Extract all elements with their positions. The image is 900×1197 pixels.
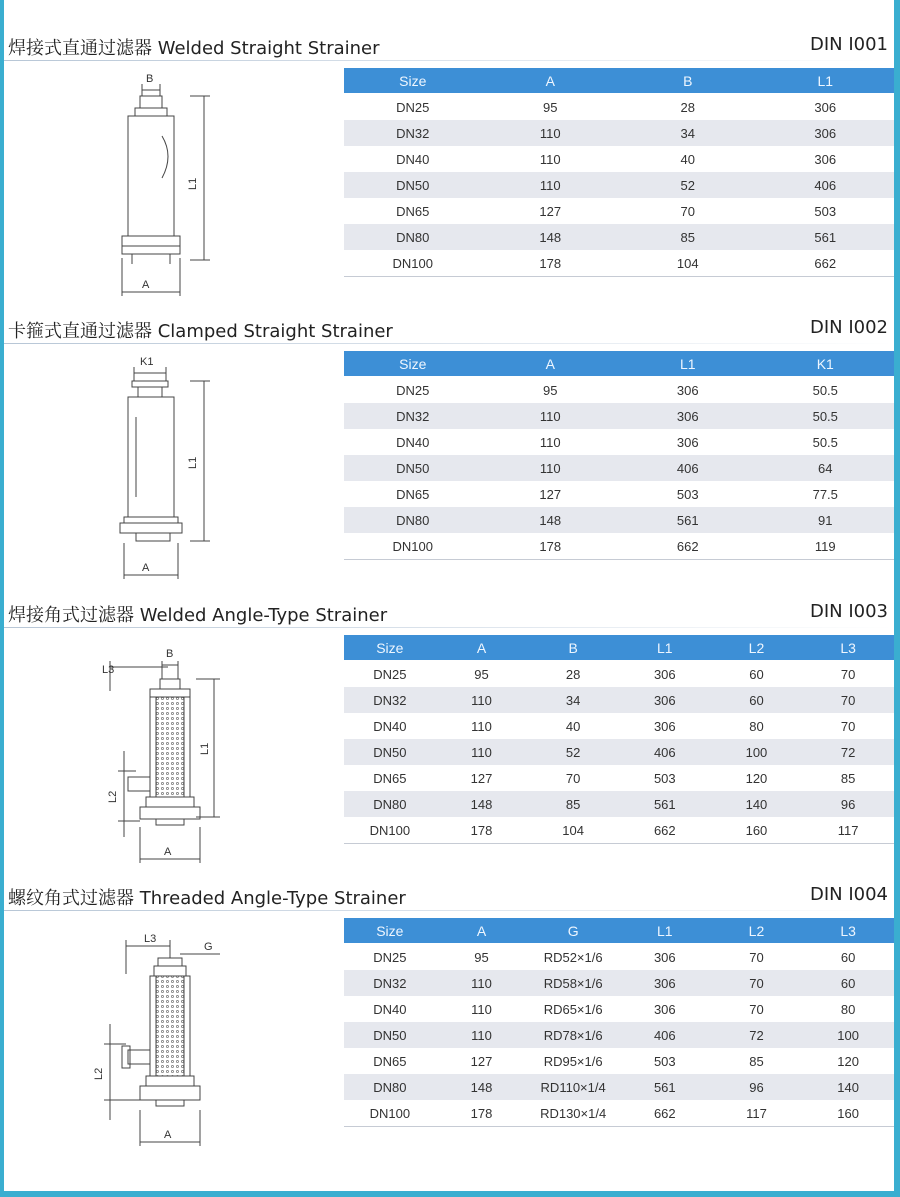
table-cell: 95 [482,377,620,404]
table-cell: DN80 [344,507,482,533]
table-row [344,146,894,172]
table-cell: 306 [757,146,895,172]
dimension-label-k1: K1 [140,356,154,368]
table-cell: 70 [802,713,894,739]
table-cell: 306 [757,120,895,146]
table-row [344,250,894,277]
table-cell: DN40 [344,146,482,172]
table-cell: DN100 [344,533,482,560]
table-row [344,1022,894,1048]
table-cell: 70 [711,970,803,996]
table-cell: 96 [711,1074,803,1100]
table-cell: DN80 [344,224,482,250]
table-header-row [344,918,894,944]
table-cell: DN50 [344,455,482,481]
table-cell: 70 [711,996,803,1022]
table-cell: DN40 [344,429,482,455]
table-cell: DN25 [344,377,482,404]
table-cell: 104 [527,817,619,844]
dimension-label-l1: L1 [187,177,199,190]
table-row [344,996,894,1022]
dimension-label-b: B [146,73,154,85]
table-cell: 96 [802,791,894,817]
table-cell: 40 [619,146,757,172]
table-cell: 85 [802,765,894,791]
table-cell: 50.5 [757,403,895,429]
table-cell: 306 [619,944,711,971]
table-cell: 100 [711,739,803,765]
table-row [344,765,894,791]
table-cell: 561 [619,1074,711,1100]
table-cell: RD130×1/4 [527,1100,619,1127]
table-cell: 306 [619,403,757,429]
column-header: B [527,635,619,661]
table-cell: 70 [619,198,757,224]
table-cell: DN50 [344,172,482,198]
table-row [344,970,894,996]
dimension-label-l2: L2 [107,790,119,803]
table-cell: 117 [802,817,894,844]
section-welded-angle [0,599,900,882]
table-cell: 110 [436,970,528,996]
table-cell: 127 [482,481,620,507]
table-cell: RD58×1/6 [527,970,619,996]
table-cell: 561 [619,791,711,817]
section-code: DIN I002 [809,317,888,338]
table-cell: 406 [619,1022,711,1048]
column-header: L1 [757,68,895,94]
table-row [344,944,894,971]
table-cell: 110 [436,713,528,739]
table-row [344,377,894,404]
table-cell: 306 [619,687,711,713]
table-cell: 110 [482,120,620,146]
table-row [344,1100,894,1127]
strainer-drawing [70,347,310,587]
section-title: 螺纹角式过滤器 Threaded Angle-Type Strainer [8,888,406,909]
table-cell: DN50 [344,739,436,765]
table-cell: RD78×1/6 [527,1022,619,1048]
table-row [344,817,894,844]
column-header: L2 [711,918,803,944]
table-cell: 503 [757,198,895,224]
column-header: L3 [802,635,894,661]
column-header: Size [344,68,482,94]
spec-table-body [344,377,894,560]
table-cell: DN80 [344,791,436,817]
table-cell: 148 [436,791,528,817]
table-cell: 148 [482,224,620,250]
dimension-label-l3: L3 [144,933,157,945]
dimension-label-l1: L1 [199,742,211,755]
table-cell: 160 [802,1100,894,1127]
table-cell: 70 [527,765,619,791]
table-cell: 52 [619,172,757,198]
table-cell: 60 [802,970,894,996]
table-cell: 110 [482,146,620,172]
table-cell: 60 [802,944,894,971]
table-cell: 406 [757,172,895,198]
table-cell: 100 [802,1022,894,1048]
table-cell: RD65×1/6 [527,996,619,1022]
table-cell: 178 [436,817,528,844]
table-cell: 662 [619,817,711,844]
spec-table-header [344,351,894,377]
table-cell: RD95×1/6 [527,1048,619,1074]
column-header: L2 [711,635,803,661]
dimension-label-g: G [204,941,213,953]
bottom-frame-bar [0,1191,900,1197]
table-cell: DN50 [344,1022,436,1048]
strainer-drawing [70,914,310,1154]
dimension-label-a: A [142,279,150,291]
column-header: K1 [757,351,895,377]
table-row [344,507,894,533]
table-cell: DN32 [344,120,482,146]
table-cell: 306 [619,996,711,1022]
table-cell: 406 [619,739,711,765]
table-cell: 85 [527,791,619,817]
table-cell: 178 [482,533,620,560]
welded-angle-strainer-drawing [70,631,310,871]
table-row [344,739,894,765]
table-row [344,1048,894,1074]
table-row [344,791,894,817]
table-cell: DN32 [344,687,436,713]
table-cell: 110 [436,996,528,1022]
table-cell: 110 [482,403,620,429]
column-header: B [619,68,757,94]
strainer-drawing [70,631,310,871]
spec-table [344,68,894,277]
table-row [344,661,894,688]
table-cell: 306 [619,713,711,739]
table-cell: 561 [757,224,895,250]
table-row [344,481,894,507]
table-cell: RD52×1/6 [527,944,619,971]
section-divider [4,60,894,61]
table-cell: DN32 [344,970,436,996]
table-cell: 60 [711,661,803,688]
section-threaded-angle [0,882,900,1165]
table-cell: 85 [711,1048,803,1074]
table-cell: 104 [619,250,757,277]
table-cell: 110 [436,1022,528,1048]
table-cell: 662 [757,250,895,277]
spec-table [344,918,894,1127]
dimension-label-a: A [164,846,172,858]
table-cell: DN100 [344,1100,436,1127]
column-header: L1 [619,351,757,377]
table-cell: 110 [482,172,620,198]
table-row [344,94,894,121]
table-cell: 662 [619,1100,711,1127]
section-divider [4,910,894,911]
table-cell: 28 [527,661,619,688]
dimension-label-l1: L1 [187,456,199,469]
table-cell: 95 [482,94,620,121]
spec-table-header [344,68,894,94]
table-cell: 406 [619,455,757,481]
section-welded-straight [0,32,900,315]
table-row [344,429,894,455]
column-header: A [482,351,620,377]
table-cell: 178 [482,250,620,277]
table-cell: 60 [711,687,803,713]
table-row [344,1074,894,1100]
section-title: 焊接式直通过滤器 Welded Straight Strainer [8,38,380,59]
spec-table-body [344,944,894,1127]
table-cell: 306 [619,377,757,404]
table-cell: 127 [436,765,528,791]
table-cell: 178 [436,1100,528,1127]
section-title: 卡箍式直通过滤器 Clamped Straight Strainer [8,321,393,342]
section-divider [4,343,894,344]
strainer-drawing [70,64,310,304]
column-header: L3 [802,918,894,944]
table-cell: 50.5 [757,377,895,404]
table-cell: 95 [436,944,528,971]
column-header: A [482,68,620,94]
table-header-row [344,351,894,377]
spec-table [344,351,894,560]
table-cell: 64 [757,455,895,481]
table-cell: 80 [802,996,894,1022]
table-cell: DN32 [344,403,482,429]
table-cell: 70 [802,661,894,688]
table-cell: 503 [619,765,711,791]
table-cell: RD110×1/4 [527,1074,619,1100]
column-header: Size [344,351,482,377]
table-cell: 28 [619,94,757,121]
dimension-label-b: B [166,648,174,660]
table-cell: 503 [619,481,757,507]
section-title: 焊接角式过滤器 Welded Angle-Type Strainer [8,605,388,626]
dimension-label-a: A [164,1129,172,1141]
table-cell: 91 [757,507,895,533]
table-header-row [344,68,894,94]
table-cell: 72 [711,1022,803,1048]
table-cell: 306 [757,94,895,121]
table-cell: 34 [619,120,757,146]
table-cell: 503 [619,1048,711,1074]
spec-table-body [344,661,894,844]
table-cell: DN100 [344,250,482,277]
section-clamped-straight [0,315,900,598]
table-cell: 662 [619,533,757,560]
dimension-label-l2: L2 [93,1067,105,1080]
column-header: A [436,918,528,944]
table-row [344,120,894,146]
spec-table [344,635,894,844]
table-cell: 110 [436,739,528,765]
spec-table-body [344,94,894,277]
table-cell: 148 [482,507,620,533]
table-row [344,533,894,560]
table-cell: 52 [527,739,619,765]
table-cell: DN65 [344,481,482,507]
table-cell: 561 [619,507,757,533]
column-header: Size [344,635,436,661]
table-cell: 148 [436,1074,528,1100]
dimension-label-a: A [142,562,150,574]
table-cell: 110 [482,455,620,481]
table-row [344,172,894,198]
table-cell: 70 [802,687,894,713]
table-row [344,198,894,224]
dimension-label-l3: L3 [102,664,115,676]
table-cell: 50.5 [757,429,895,455]
table-cell: 127 [436,1048,528,1074]
column-header: A [436,635,528,661]
table-cell: 95 [436,661,528,688]
column-header: G [527,918,619,944]
table-cell: 34 [527,687,619,713]
table-cell: DN65 [344,1048,436,1074]
table-cell: 306 [619,429,757,455]
column-header: L1 [619,635,711,661]
table-cell: 110 [482,429,620,455]
spec-table-header [344,635,894,661]
table-cell: 306 [619,661,711,688]
table-row [344,455,894,481]
welded-straight-strainer-drawing [70,64,310,304]
table-row [344,687,894,713]
table-cell: 80 [711,713,803,739]
table-cell: 120 [711,765,803,791]
table-cell: DN40 [344,996,436,1022]
table-cell: 127 [482,198,620,224]
table-cell: 306 [619,970,711,996]
spec-table-header [344,918,894,944]
table-cell: DN65 [344,198,482,224]
table-cell: 77.5 [757,481,895,507]
table-cell: DN25 [344,661,436,688]
table-cell: DN25 [344,94,482,121]
table-cell: 119 [757,533,895,560]
clamped-straight-strainer-drawing [70,347,310,587]
table-row [344,224,894,250]
table-cell: 140 [711,791,803,817]
table-cell: 110 [436,687,528,713]
table-cell: 72 [802,739,894,765]
table-cell: 117 [711,1100,803,1127]
table-row [344,403,894,429]
table-header-row [344,635,894,661]
section-code: DIN I004 [809,884,888,905]
table-cell: 160 [711,817,803,844]
column-header: L1 [619,918,711,944]
section-code: DIN I001 [809,34,888,55]
table-cell: DN100 [344,817,436,844]
table-cell: DN65 [344,765,436,791]
table-cell: 140 [802,1074,894,1100]
table-cell: 120 [802,1048,894,1074]
table-cell: 85 [619,224,757,250]
section-code: DIN I003 [809,601,888,622]
table-cell: 40 [527,713,619,739]
threaded-angle-strainer-drawing [70,914,310,1154]
table-cell: DN80 [344,1074,436,1100]
table-cell: DN40 [344,713,436,739]
section-divider [4,627,894,628]
table-cell: 70 [711,944,803,971]
table-row [344,713,894,739]
table-cell: DN25 [344,944,436,971]
column-header: Size [344,918,436,944]
